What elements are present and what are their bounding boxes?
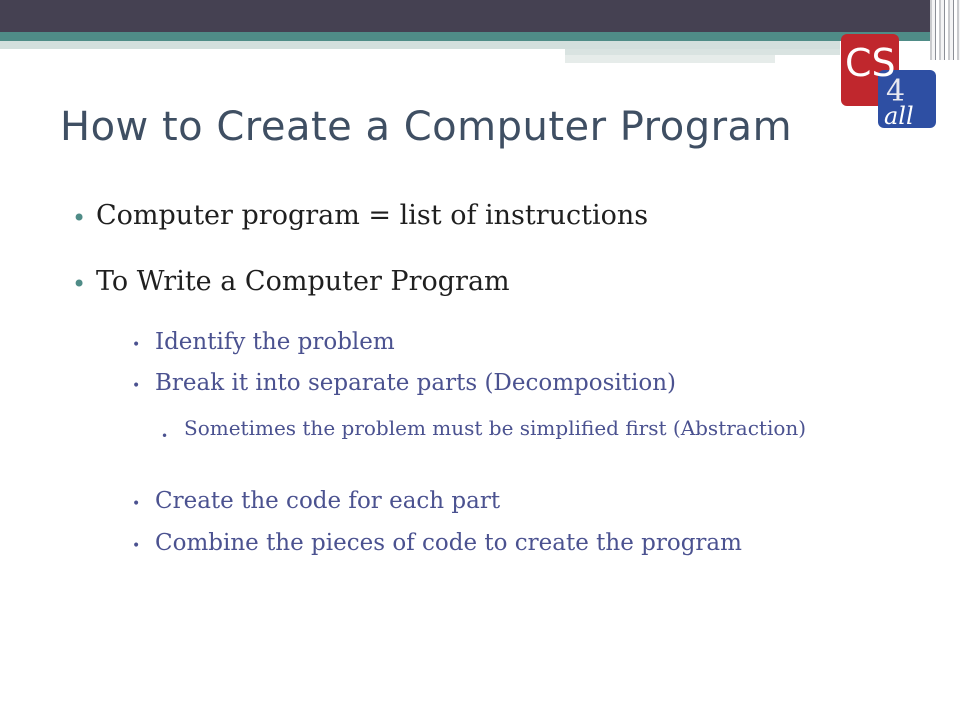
- bullet-text: Computer program = list of instructions: [96, 200, 649, 231]
- bullet-dot-icon: •: [72, 204, 87, 232]
- sub-bullet-text: Create the code for each part: [155, 488, 501, 514]
- header-dark-stripe: [0, 0, 960, 32]
- sub-bullet-icon: •: [132, 538, 141, 554]
- sub-bullet-text: Identify the problem: [155, 329, 395, 355]
- header-teal-stripe: [0, 32, 960, 41]
- slide-title: How to Create a Computer Program: [60, 104, 793, 150]
- sub-sub-bullet-text: Sometimes the problem must be simplified first (Abstraction): [184, 416, 807, 440]
- sub-bullet-icon: •: [132, 378, 141, 394]
- cs4all-logo: [840, 32, 940, 132]
- sub-bullet-text: Combine the pieces of code to create the program: [155, 530, 742, 556]
- header-light-stripe-3: [565, 55, 775, 63]
- header-light-stripe: [0, 41, 840, 49]
- sub-sub-bullet-icon: •: [161, 429, 169, 443]
- sub-bullet-text: Break it into separate parts (Decomposition): [155, 370, 676, 396]
- sub-bullet-icon: •: [132, 496, 141, 512]
- logo-text-cs: CS: [845, 41, 896, 85]
- logo-text-all: all: [884, 102, 914, 130]
- bullet-dot-icon: •: [72, 270, 87, 298]
- sub-bullet-icon: •: [132, 337, 141, 353]
- bullet-text: To Write a Computer Program: [96, 266, 510, 297]
- logo-text-4: 4: [886, 74, 906, 109]
